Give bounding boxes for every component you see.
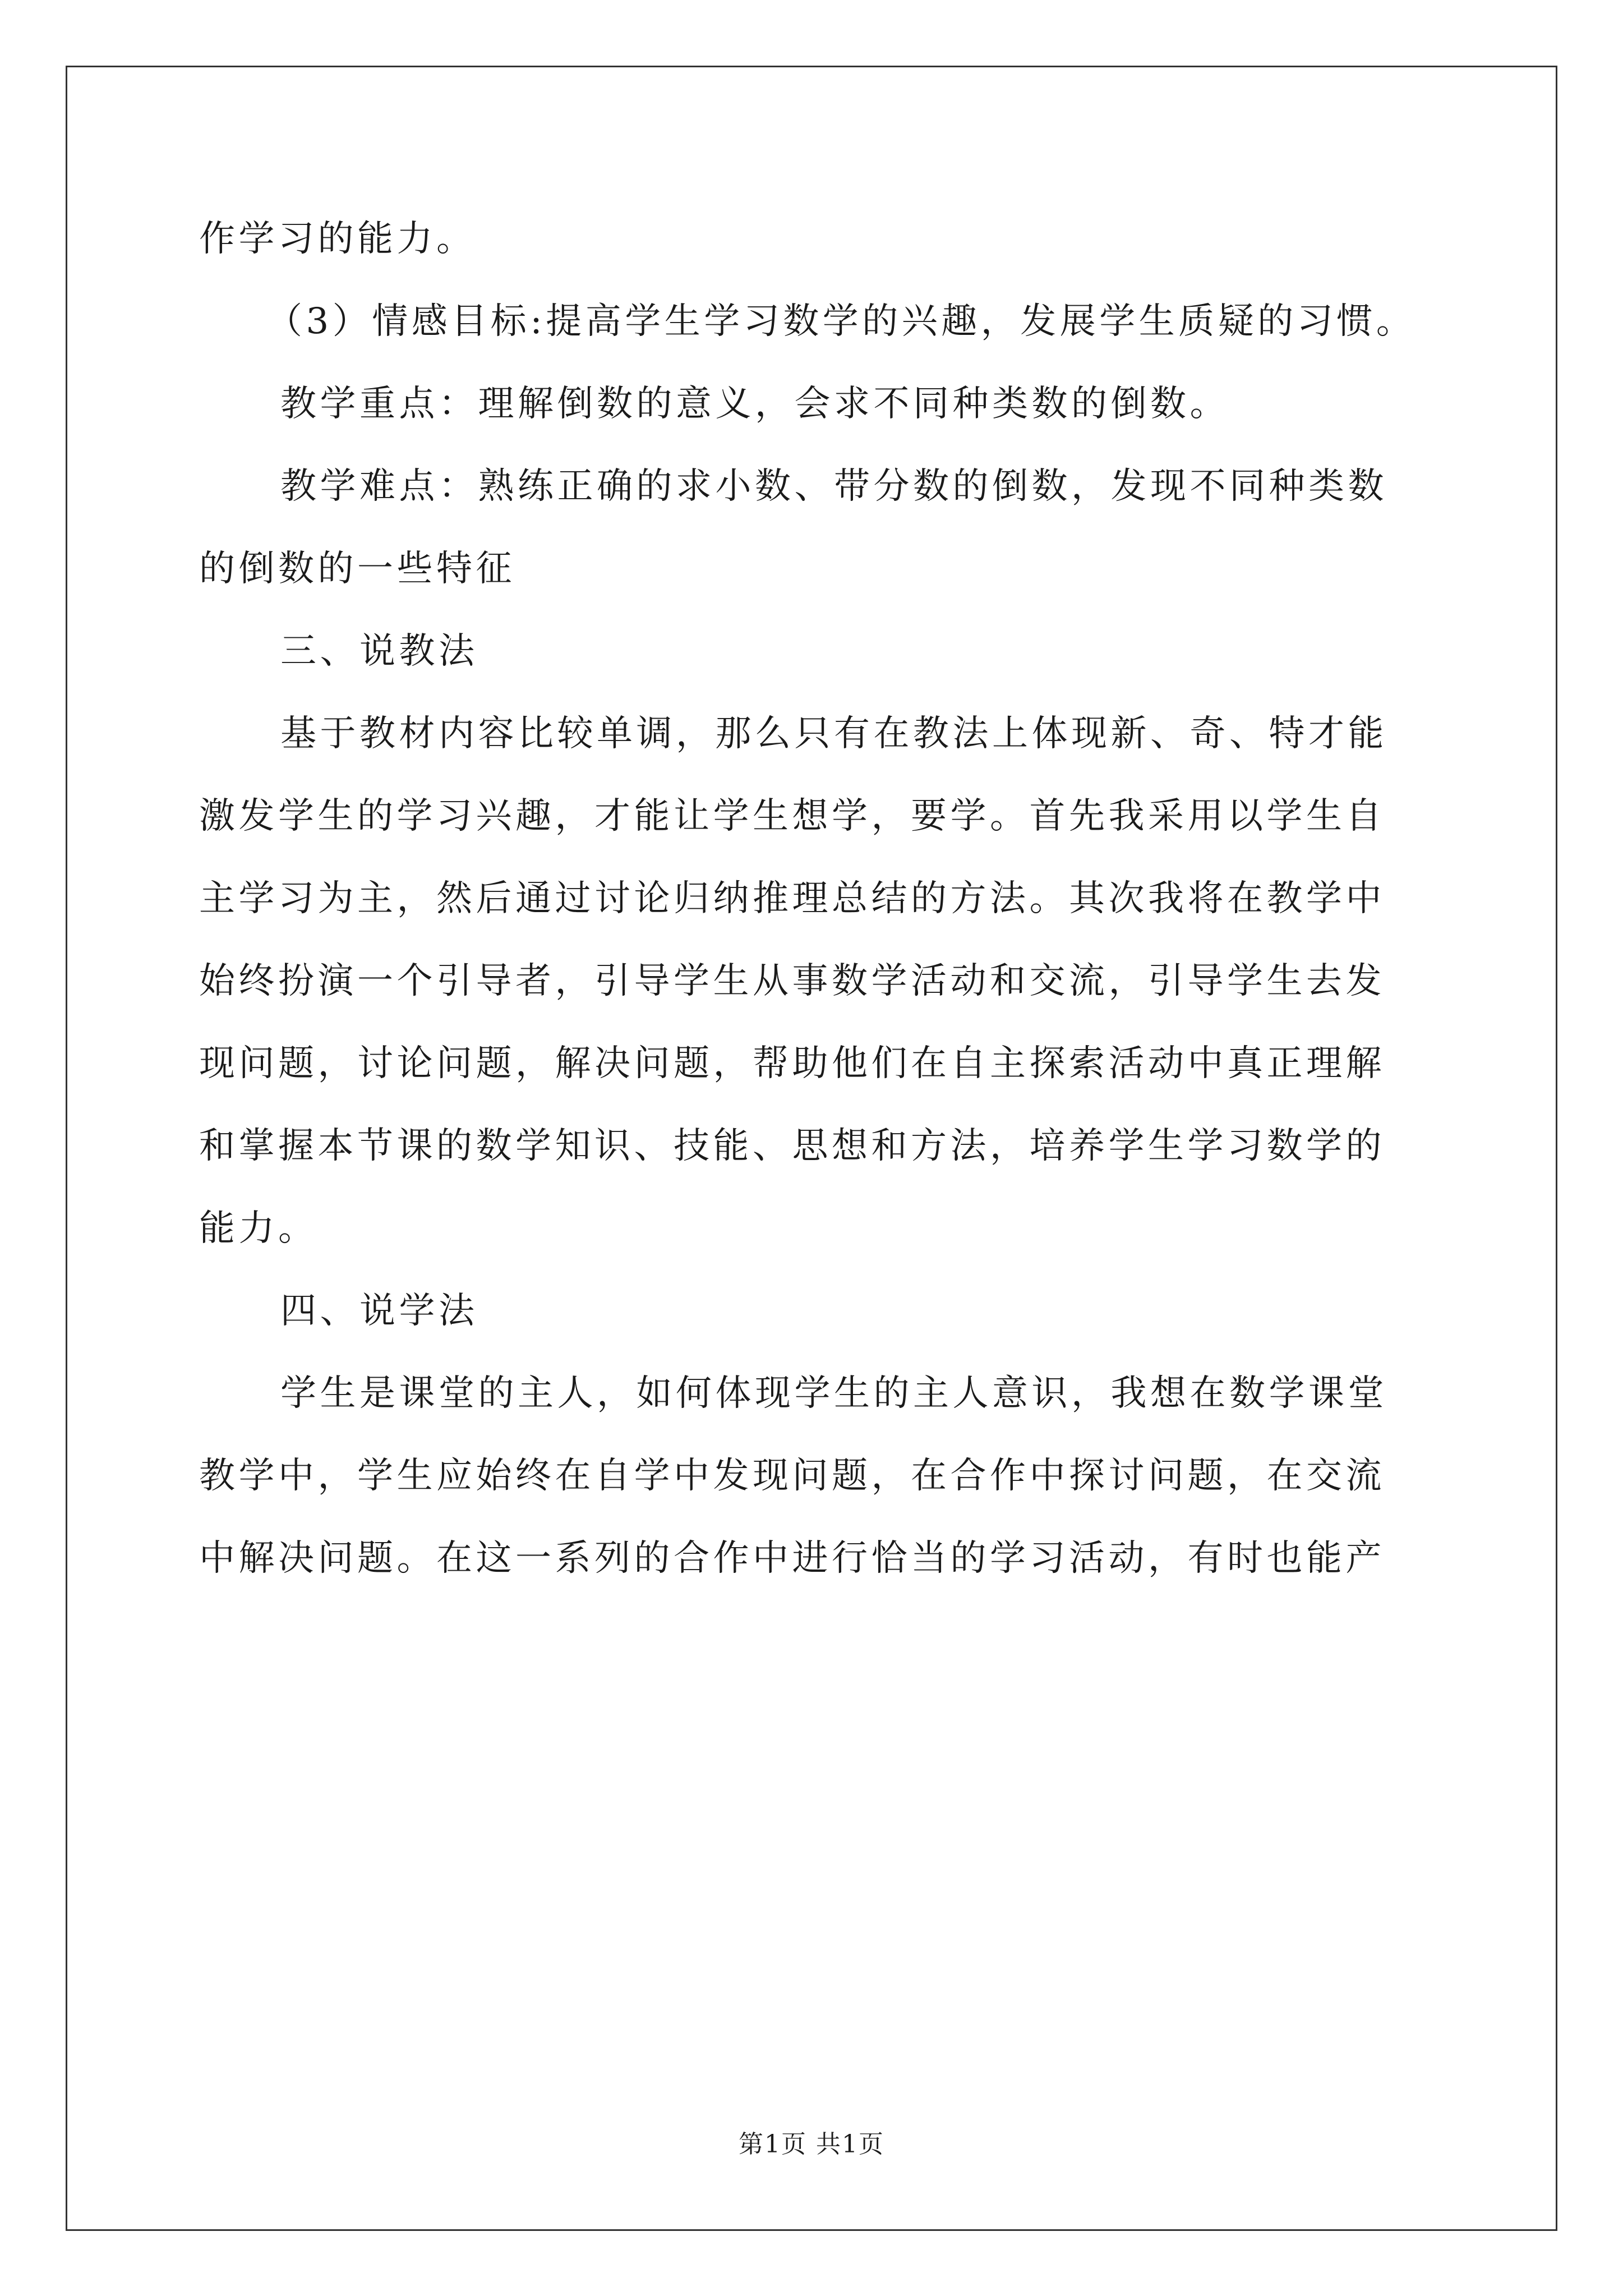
text-line: 和掌握本节课的数学知识、技能、思想和方法，培养学生学习数学的 [199,1125,1385,1167]
text-line: 教学重点：理解倒数的意义，会求不同种类数的倒数。 [280,383,1229,425]
text-line: 现问题，讨论问题，解决问题，帮助他们在自主探索活动中真正理解 [199,1043,1385,1084]
text-line: 的倒数的一些特征 [199,548,515,590]
text-line: 激发学生的学习兴趣，才能让学生想学，要学。首先我采用以学生自 [199,795,1385,837]
text-line: 教学中，学生应始终在自学中发现问题，在合作中探讨问题，在交流 [199,1455,1385,1497]
page-footer: 第1页 共1页 [739,2130,884,2159]
text-line: 能力。 [199,1208,318,1249]
text-line: （3）情感目标:提高学生学习数学的兴趣，发展学生质疑的习惯。 [266,301,1416,342]
text-line: 教学难点：熟练正确的求小数、带分数的倒数，发现不同种类数 [280,466,1387,507]
text-line: 中解决问题。在这一系列的合作中进行恰当的学习活动，有时也能产 [199,1538,1385,1579]
text-line: 基于教材内容比较单调，那么只有在教法上体现新、奇、特才能 [280,713,1387,754]
text-line: 学生是课堂的主人，如何体现学生的主人意识，我想在数学课堂 [280,1373,1387,1414]
section-heading: 三、说教法 [280,631,478,672]
text-line: 主学习为主，然后通过讨论归纳推理总结的方法。其次我将在教学中 [199,878,1385,919]
text-line: 始终扮演一个引导者，引导学生从事数学活动和交流，引导学生去发 [199,960,1385,1002]
section-heading: 四、说学法 [280,1290,478,1332]
text-line: 作学习的能力。 [199,218,476,260]
